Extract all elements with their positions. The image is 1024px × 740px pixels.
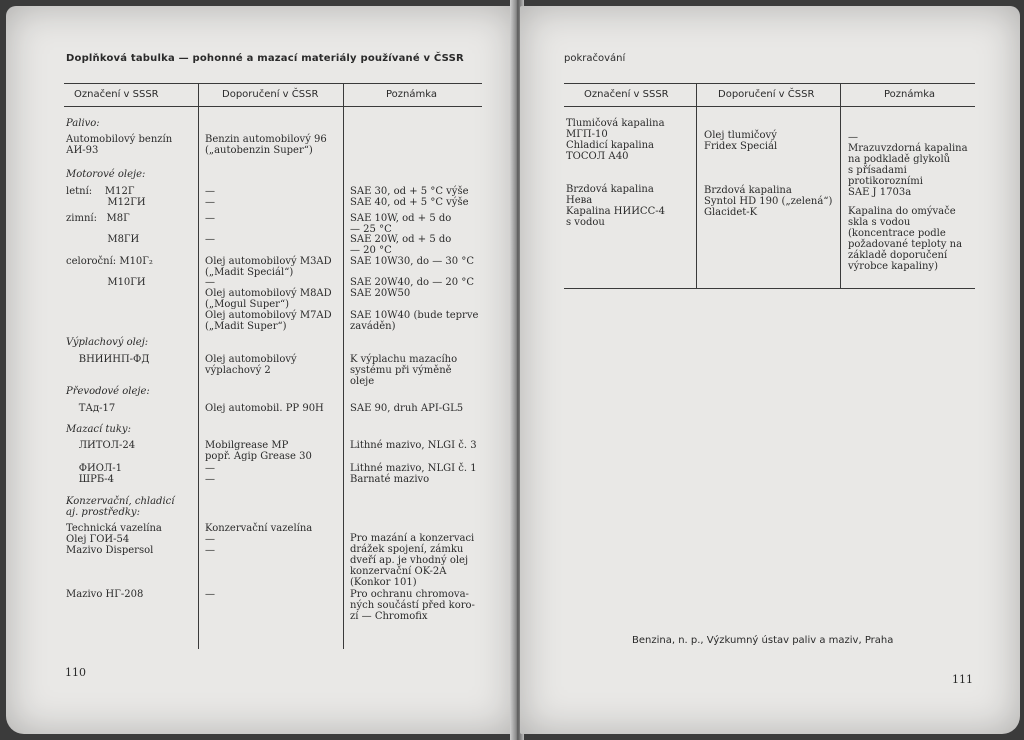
table-cell: Lithné mazivo, NLGI č. 3 (350, 440, 477, 451)
table-cell: Mobilgrease MP popř. Agip Grease 30 (205, 440, 312, 462)
table-cell: SAE 30, od + 5 °C výše SAE 40, od + 5 °C výše (350, 186, 469, 208)
column-divider (840, 83, 841, 288)
table-cell: Technická vazelína Olej ГОИ-54 Mazivo Dispersol (66, 523, 162, 556)
table-cell: Olej automobilový M3AD („Madit Speciál“) (205, 256, 332, 278)
table-cell: — (205, 589, 215, 600)
table-cell: Palivo: (66, 118, 100, 129)
table-cell: — (205, 234, 215, 245)
table-cell: Kapalina do omývače skla s vodou (koncentrace podle požadované teploty na základě doporučení výrobce kapaliny) (848, 206, 963, 272)
column-header: Označení v SSSR (584, 89, 669, 100)
table-cell: M10ГИ (66, 277, 146, 288)
table-cell: letní: M12Г M12ГИ (66, 186, 146, 208)
table-cell: Mazivo HГ-208 (66, 589, 144, 600)
table-cell: SAE 90, druh API-GL5 (350, 403, 464, 414)
table-cell: ТАд-17 (66, 403, 116, 414)
column-header: Doporučení v ČSSR (718, 89, 815, 100)
table-cell: Konzervační vazelína — — (205, 523, 313, 556)
table-cell: Motorové oleje: (66, 169, 146, 180)
table-cell: Konzervační, chladicí aj. prostředky: (66, 496, 175, 518)
table-cell: — (205, 213, 215, 224)
column-divider (198, 83, 199, 649)
publisher-footer: Benzina, n. p., Výzkumný ústav paliv a maziv, Praha (632, 635, 894, 646)
table-cell: — — (205, 463, 215, 485)
table-cell: Převodové oleje: (66, 386, 150, 397)
table-cell: Olej tlumičový Fridex Speciál (704, 130, 778, 152)
table-cell: Olej automobilový výplachový 2 (205, 354, 297, 376)
table-bottom-rule (564, 288, 975, 289)
table-cell: Výplachový olej: (66, 337, 149, 348)
column-header: Poznámka (386, 89, 437, 100)
table-title: Doplňková tabulka — pohonné a mazací materiály používané v ČSSR (66, 53, 464, 64)
table-cell: Lithné mazivo, NLGI č. 1 Barnaté mazivo (350, 463, 477, 485)
table-cell: Mazací tuky: (66, 424, 131, 435)
table-cell: ФИОЛ-1 ШРБ-4 (78, 463, 123, 485)
table-top-rule (564, 83, 975, 84)
right-page (520, 6, 1020, 734)
column-header: Označení v SSSR (74, 89, 159, 100)
table-cell: — Olej automobilový M8AD („Mogul Super“) Olej automobilový M7AD („Madit Super“) (205, 277, 332, 332)
left-page (6, 6, 516, 734)
column-divider (343, 83, 344, 649)
column-header: Poznámka (884, 89, 935, 100)
table-header-rule (64, 106, 482, 107)
table-cell: — Mrazuvzdorná kapalina na podkladě glykolů s přísadami protikorozními SAE J 1703a (848, 132, 968, 198)
page-number: 111 (952, 673, 973, 686)
table-cell: Olej automobil. PP 90H (205, 403, 324, 414)
table-cell: Brzdová kapalina Нева Kapalina НИИСС-4 s vodou (566, 184, 665, 228)
table-cell: Brzdová kapalina Syntol HD 190 („zelená“) Glacidet-K (704, 185, 833, 218)
column-divider (696, 83, 697, 288)
continuation-label: pokračování (564, 53, 626, 64)
table-cell: K výplachu mazacího systému při výměně oleje (350, 354, 458, 387)
table-cell: Benzin automobilový 96 („autobenzin Super“) (205, 134, 327, 156)
table-cell: ВНИИНП-ФД (66, 354, 150, 365)
table-top-rule (64, 83, 482, 84)
table-cell: zimní: M8Г (66, 213, 130, 224)
table-cell: Pro mazání a konzervaci drážek spojení, zámku dveří ap. je vhodný olej konzervační OK-2A (Konkor 101) (350, 533, 475, 588)
table-cell: SAE 20W40, do — 20 °C SAE 20W50 SAE 10W40 (bude teprve zaváděn) (350, 277, 479, 332)
table-cell: SAE 10W30, do — 30 °C (350, 256, 474, 267)
page-number: 110 (65, 666, 86, 679)
table-cell: ЛИТОЛ-24 (66, 440, 136, 451)
table-cell: M8ГИ (66, 234, 140, 245)
column-header: Doporučení v ČSSR (222, 89, 319, 100)
table-header-rule (564, 106, 975, 107)
table-cell: SAE 20W, od + 5 do — 20 °C (350, 234, 452, 256)
table-cell: Automobilový benzín АИ-93 (66, 134, 173, 156)
table-cell: — — (205, 186, 215, 208)
table-cell: celoroční: M10Г₂ (66, 256, 153, 267)
table-cell: Pro ochranu chromova- ných součástí před koro- zí — Chromofix (350, 589, 475, 622)
table-cell: Tlumičová kapalina МГП-10 Chladicí kapalina ТОСОЛ А40 (566, 118, 665, 162)
table-cell: SAE 10W, od + 5 do — 25 °C (350, 213, 452, 235)
